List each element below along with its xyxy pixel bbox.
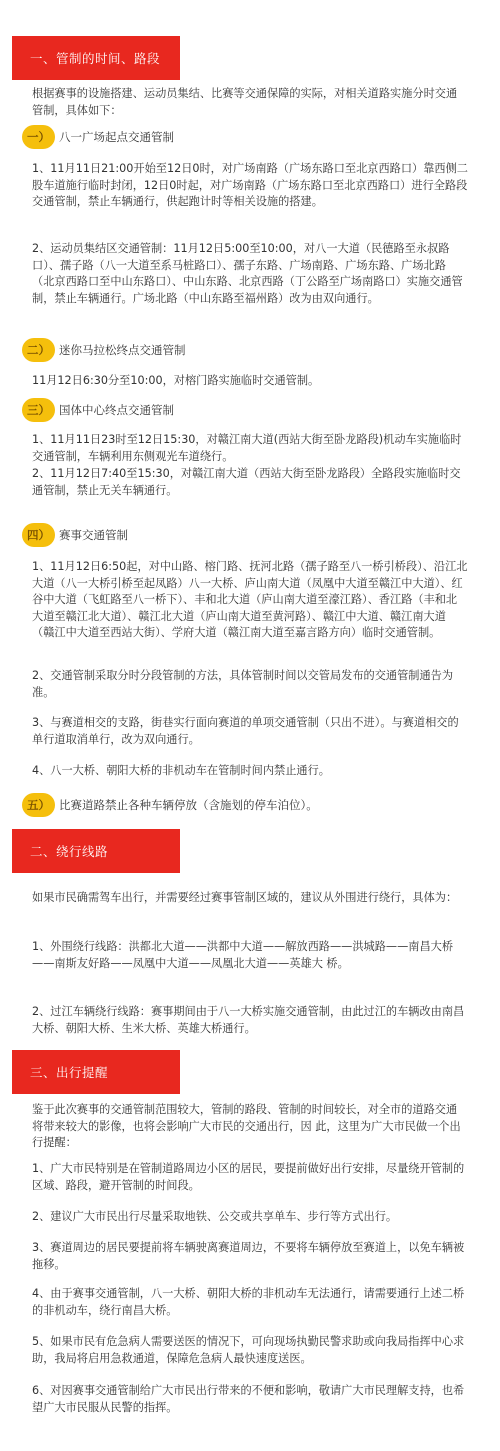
subsection-title: 迷你马拉松终点交通管制	[59, 343, 186, 357]
subsection-title: 赛事交通管制	[59, 528, 128, 542]
subsection-badge: 四）	[22, 523, 55, 547]
paragraph: 4、八一大桥、朝阳大桥的非机动车在管制时间内禁止通行。	[32, 764, 330, 777]
paragraph: 1、外围绕行线路：洪都北大道——洪都中大道——解放西路——洪城路——南昌大桥——南斯友好路——凤凰中大道——凤凰北大道——英雄大 桥。	[32, 940, 454, 970]
subsection-badge: 三）	[22, 398, 55, 422]
subsection-badge: 五）	[22, 793, 55, 817]
paragraph: 鉴于此次赛事的交通管制范围较大，管制的路段、管制的时间较长，对全市的道路交通将带来较大的影像，也将会影响广大市民的交通出行，因 此，这里为广大市民做一个出行提醒：	[32, 1103, 461, 1149]
section-title: 二、绕行线路	[30, 844, 109, 859]
subsection-heading-start	[22, 124, 174, 150]
subsection-badge: 二）	[22, 338, 55, 362]
subsection-badge: 一）	[22, 125, 55, 149]
paragraph: 2、建议广大市民出行尽量采取地铁、公交或共享单车、步行等方式出行。	[32, 1210, 398, 1223]
subsection-title: 比赛道路禁止各种车辆停放（含施划的停车泊位）。	[59, 798, 318, 812]
section-title: 一、管制的时间、路段	[30, 51, 161, 66]
section-header-control-time	[12, 36, 180, 80]
paragraph: 1、11月11日21:00开始至12日0时，对广场南路（广场东路口至北京西路口）靠西侧二股车道施行临时封闭，12日0时起，对广场南路（广场东路口至北京西路口）进行全路段交通管制，禁止车辆通行，供起跑计时等相关设施的搭建。	[32, 162, 468, 208]
subsection-title: 八一广场起点交通管制	[59, 130, 174, 144]
section-title: 三、出行提醒	[30, 1065, 109, 1080]
section-header-travel-tips	[12, 1050, 180, 1094]
paragraph: 3、赛道周边的居民要提前将车辆驶离赛道周边，不要将车辆停放至赛道上，以免车辆被拖移。	[32, 1241, 465, 1271]
section-header-detour	[12, 829, 180, 873]
paragraph: 如果市民确需驾车出行，并需要经过赛事管制区域的，建议从外围进行绕行，具体为：	[32, 891, 458, 904]
paragraph: 2、过江车辆绕行线路：赛事期间由于八一大桥实施交通管制，由此过江的车辆改由南昌大桥、朝阳大桥、生米大桥、英雄大桥通行。	[32, 1005, 465, 1035]
paragraph: 1、11月11日23时至12日15:30，对赣江南大道(西站大街至卧龙路段)机动车实施临时交通管制，车辆利用东侧观光车道绕行。	[32, 433, 462, 463]
subsection-heading-mini	[22, 337, 186, 363]
paragraph: 2、11月12日7:40至15:30，对赣江南大道（西站大街至卧龙路段）全路段实施临时交通管制，禁止无关车辆通行。	[32, 467, 461, 497]
paragraph: 11月12日6:30分至10:00，对榕门路实施临时交通管制。	[32, 374, 320, 387]
subsection-heading-race	[22, 522, 128, 548]
paragraph: 1、广大市民特别是在管制道路周边小区的居民，要提前做好出行安排，尽量绕开管制的区域、路段，避开管制的时间段。	[32, 1162, 465, 1192]
paragraph: 1、11月12日6:50起，对中山路、榕门路、抚河北路（孺子路至八一桥引桥段）、沿江北大道（八一大桥引桥至起凤路）八一大桥、庐山南大道（凤凰中大道至赣江中大道）、红谷中大道（飞虹路至八一桥下）、丰和北大道（庐山南大道至濠江路）、香江路（丰和北大道至赣江北大道）、赣江北大道（庐山南大道至黄河路）、赣江中大道、赣江南大道（赣江中大道至西站大街）、学府大道（赣江南大道至嘉言路方向）临时交通管制。	[32, 560, 468, 639]
paragraph: 2、交通管制采取分时分段管制的方法，具体管制时间以交管局发布的交通管制通告为准。	[32, 669, 454, 699]
intro-paragraph: 根据赛事的设施搭建、运动员集结、比赛等交通保障的实际，对相关道路实施分时交通管制，具体如下：	[32, 87, 458, 117]
paragraph: 4、由于赛事交通管制，八一大桥、朝阳大桥的非机动车无法通行，请需要通行上述二桥的非机动车，绕行南昌大桥。	[32, 1287, 465, 1317]
subsection-heading-stadium	[22, 397, 174, 423]
subsection-title: 国体中心终点交通管制	[59, 403, 174, 417]
paragraph: 6、对因赛事交通管制给广大市民出行带来的不便和影响，敬请广大市民理解支持，也希望广大市民服从民警的指挥。	[32, 1384, 465, 1414]
paragraph: 3、与赛道相交的支路，街巷实行面向赛道的单项交通管制（只出不进）。与赛道相交的单行道取消单行，改为双向通行。	[32, 716, 459, 746]
paragraph: 5、如果市民有危急病人需要送医的情况下，可向现场执勤民警求助或向我局指挥中心求助，我局将启用急救通道，保障危急病人最快速度送医。	[32, 1335, 465, 1365]
subsection-heading-parking	[22, 792, 318, 818]
paragraph: 2、运动员集结区交通管制：11月12日5:00至10:00，对八一大道（民德路至永叔路口）、孺子路（八一大道至系马桩路口）、孺子东路、广场南路、广场东路、广场北路（北京西路口至中山东路口）、中山东路、北京西路（丁公路至广场南路口）实施交通管制，禁止车辆通行。广场北路（中山东路至福州路）改为由双向通行。	[32, 242, 463, 305]
